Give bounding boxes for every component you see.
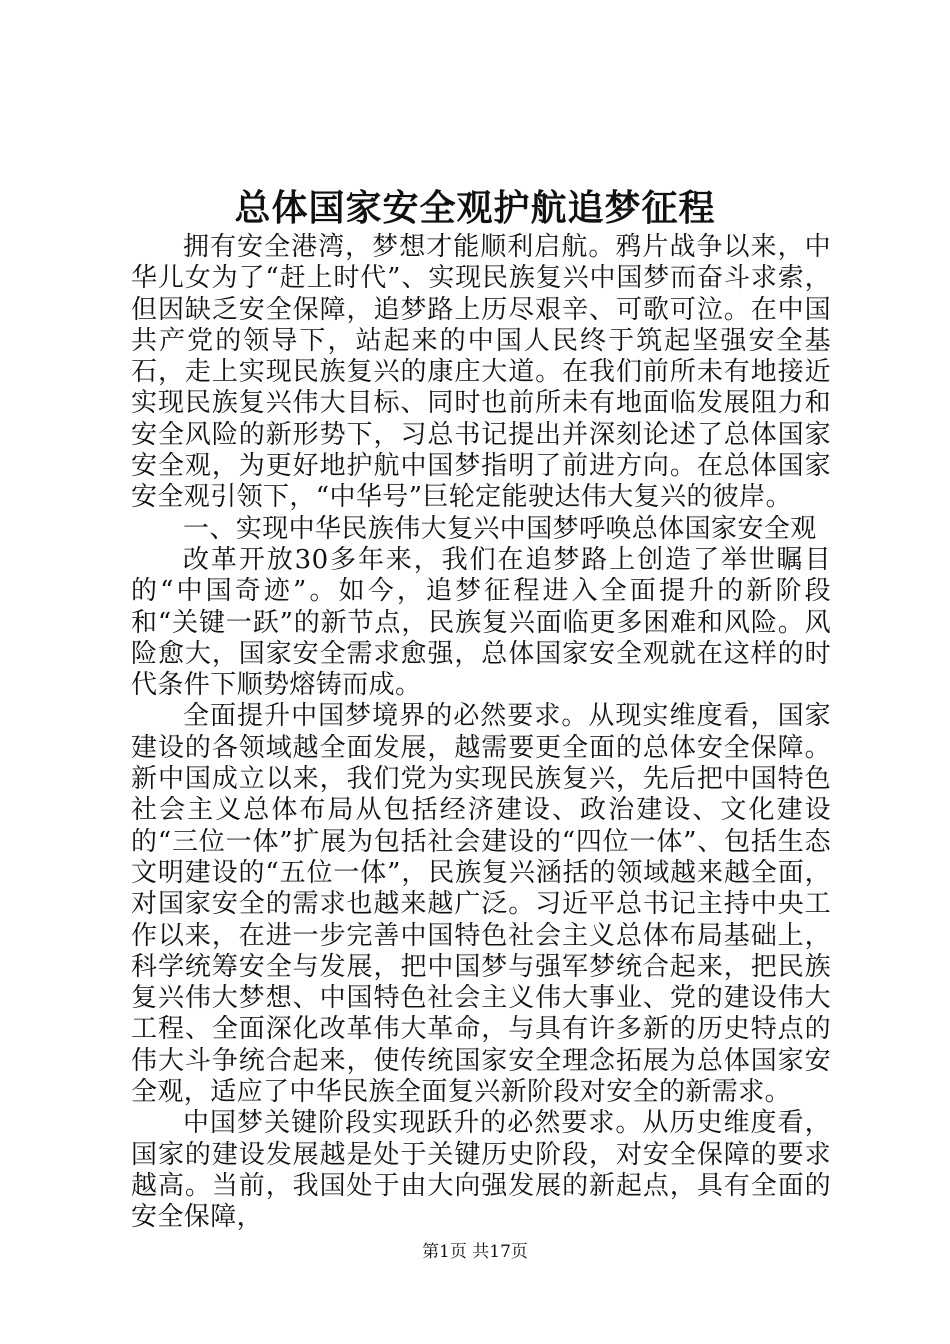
paragraph-key-stage: 中国梦关键阶段实现跃升的必然要求。从历史维度看，国家的建设发展越是处于关键历史阶段，对安全保障的要求越高。当前，我国处于由大向强发展的新起点，具有全面的安全保障，: [131, 1108, 831, 1233]
document-body: [131, 232, 831, 1234]
section-heading: 一、实现中华民族伟大复兴中国梦呼唤总体国家安全观: [183, 513, 817, 544]
paragraph-reform: 改革开放30多年来，我们在追梦路上创造了举世瞩目的“中国奇迹”。如今，追梦征程进入全面提升的新阶段和“关键一跃”的新节点，民族复兴面临更多困难和风险。风险愈大，国家安全需求愈强，总体国家安全观就在这样的时代条件下顺势熔铸而成。: [131, 544, 831, 701]
page-footer: 第1页 共17页: [422, 1242, 528, 1262]
paragraph-intro: 拥有安全港湾，梦想才能顺利启航。鸦片战争以来，中华儿女为了“赶上时代”、实现民族复兴中国梦而奋斗求索，但因缺乏安全保障，追梦路上历尽艰辛、可歌可泣。在中国共产党的领导下，站起来的中国人民终于筑起坚强安全基石，走上实现民族复兴的康庄大道。在我们前所未有地接近实现民族复兴伟大目标、同时也前所未有地面临发展阻力和安全风险的新形势下，习总书记提出并深刻论述了总体国家安全观，为更好地护航中国梦指明了前进方向。在总体国家安全观引领下，“中华号”巨轮定能驶达伟大复兴的彼岸。: [131, 232, 831, 513]
paragraph-comprehensive: 全面提升中国梦境界的必然要求。从现实维度看，国家建设的各领域越全面发展，越需要更全面的总体安全保障。新中国成立以来，我们党为实现民族复兴，先后把中国特色社会主义总体布局从包括经济建设、政治建设、文化建设的“三位一体”扩展为包括社会建设的“四位一体”、包括生态文明建设的“五位一体”，民族复兴涵括的领域越来越全面，对国家安全的需求也越来越广泛。习近平总书记主持中央工作以来，在进一步完善中国特色社会主义总体布局基础上，科学统筹安全与发展，把中国梦与强军梦统合起来，把民族复兴伟大梦想、中国特色社会主义伟大事业、党的建设伟大工程、全面深化改革伟大革命，与具有许多新的历史特点的伟大斗争统合起来，使传统国家安全理念拓展为总体国家安全观，适应了中华民族全面复兴新阶段对安全的新需求。: [131, 701, 831, 1108]
document-title: 总体国家安全观护航追梦征程: [234, 187, 716, 229]
